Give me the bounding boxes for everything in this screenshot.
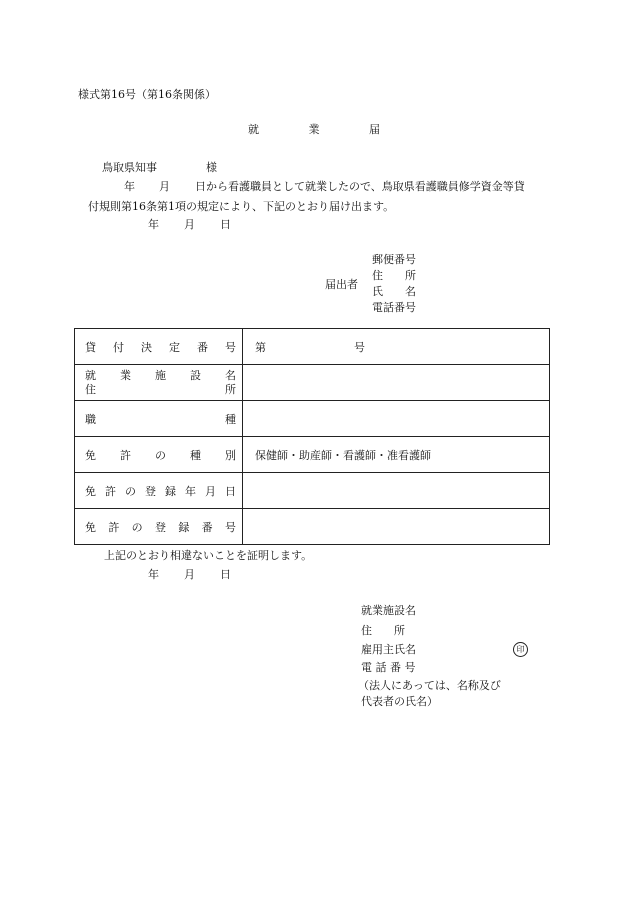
table-row	[75, 401, 550, 437]
table-row	[75, 329, 550, 365]
employer-note-line2: 代表者の氏名）	[361, 695, 438, 708]
label-text: 免 許 の 種 別	[85, 448, 236, 462]
form-code: 様式第16号（第16条関係）	[78, 88, 216, 101]
body-date-month: 月	[159, 180, 170, 193]
facility-address-field[interactable]	[243, 365, 550, 401]
employer-name-label: 雇用主氏名	[361, 643, 416, 656]
body-text-line1: 日から看護職員として就業したので、鳥取県看護職員修学資金等貸	[195, 180, 525, 193]
applicant-address-label: 住 所	[372, 269, 416, 282]
details-table	[74, 328, 550, 545]
table-row	[75, 365, 550, 401]
label-text: 免 許 の 登 録 年 月 日	[85, 484, 236, 498]
label-text: 貸 付 決 定 番 号	[85, 340, 236, 354]
submit-date-year: 年	[148, 218, 159, 231]
employer-note-line1: （法人にあっては、名称及び	[358, 679, 501, 692]
seal-mark: 印	[513, 642, 528, 657]
document-title	[248, 123, 380, 137]
loan-number-field[interactable]: 第 号	[243, 329, 550, 365]
label-occupation	[75, 401, 243, 437]
label-facility-address	[75, 365, 243, 401]
addressee: 鳥取県知事	[102, 161, 157, 174]
label-text: 免 許 の 登 録 番 号	[85, 520, 236, 534]
table-row	[75, 509, 550, 545]
certify-date-day: 日	[220, 568, 231, 581]
occupation-field[interactable]	[243, 401, 550, 437]
label-text: 就 業 施 設 名 住 所	[85, 368, 236, 396]
registration-date-field[interactable]	[243, 473, 550, 509]
applicant-label: 届出者	[325, 278, 358, 291]
seal-icon	[513, 642, 528, 657]
applicant-name-label: 氏 名	[372, 285, 416, 298]
body-date-year: 年	[124, 180, 135, 193]
title-char: 業	[308, 123, 320, 136]
certify-date-year: 年	[148, 568, 159, 581]
title-char: 届	[369, 123, 380, 136]
applicant-postal-label: 郵便番号	[372, 253, 416, 266]
body-text-line2: 付規則第16条第1項の規定により、下記のとおり届け出ます。	[88, 200, 395, 213]
label-loan-number	[75, 329, 243, 365]
certify-date-month: 月	[184, 568, 195, 581]
license-type-field[interactable]: 保健師・助産師・看護師・准看護師	[243, 437, 550, 473]
registration-number-field[interactable]	[243, 509, 550, 545]
submit-date-month: 月	[184, 218, 195, 231]
label-registration-number	[75, 509, 243, 545]
table-row	[75, 437, 550, 473]
employer-phone-label: 電 話 番 号	[361, 661, 416, 674]
honorific: 様	[206, 161, 217, 174]
applicant-phone-label: 電話番号	[372, 301, 416, 314]
label-text: 職 種	[85, 412, 236, 426]
employer-address-label: 住 所	[361, 624, 405, 637]
title-char: 就	[248, 123, 259, 136]
label-registration-date	[75, 473, 243, 509]
label-license-type	[75, 437, 243, 473]
employer-facility-label: 就業施設名	[361, 604, 416, 617]
table-row	[75, 473, 550, 509]
submit-date-day: 日	[220, 218, 231, 231]
certify-text: 上記のとおり相違ないことを証明します。	[104, 549, 313, 562]
